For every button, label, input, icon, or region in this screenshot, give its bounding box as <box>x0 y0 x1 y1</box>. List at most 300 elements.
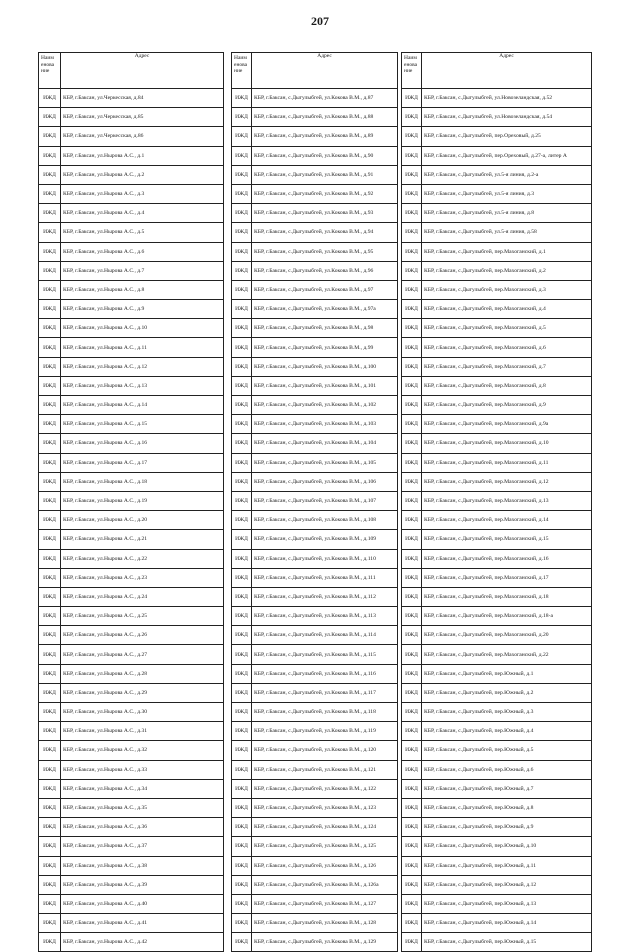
address-cell: КБР, г.Баксан, с.Дыгулыбгей, ул.Кокова В.М., д.108 <box>252 511 398 530</box>
address-cell: КБР, г.Баксан, с.Дыгулыбгей, пер.Махоганский, д.9а <box>422 415 592 434</box>
address-cell: КБР, г.Баксан, с.Дыгулыбгей, пер.Южный, д.7 <box>422 779 592 798</box>
building-type-cell: ИЖД <box>39 472 61 491</box>
address-cell: КБР, г.Баксан, с.Дыгулыбгей, ул.Кокова В.М., д.125 <box>252 837 398 856</box>
table-row <box>402 587 592 606</box>
building-type-cell: ИЖД <box>232 242 252 261</box>
building-type-cell: ИЖД <box>232 722 252 741</box>
table-row <box>39 146 224 165</box>
address-cell: КБР, г.Баксан, с.Дыгулыбгей, пер.Махоганский, д.7 <box>422 357 592 376</box>
table-row <box>232 626 398 645</box>
building-type-cell: ИЖД <box>39 242 61 261</box>
building-type-cell: ИЖД <box>402 779 422 798</box>
address-cell: КБР, г.Баксан, ул.Нырова А.С., д.21 <box>61 530 224 549</box>
building-type-cell: ИЖД <box>232 300 252 319</box>
address-cell: КБР, г.Баксан, с.Дыгулыбгей, ул.Кокова В.М., д.97 <box>252 280 398 299</box>
address-cell: КБР, г.Баксан, ул.Нырова А.С., д.25 <box>61 607 224 626</box>
building-type-cell: ИЖД <box>402 933 422 952</box>
building-type-cell: ИЖД <box>232 184 252 203</box>
address-cell: КБР, г.Баксан, ул.Нырова А.С., д.2 <box>61 165 224 184</box>
table-row <box>39 127 224 146</box>
building-type-cell: ИЖД <box>232 549 252 568</box>
address-cell: КБР, г.Баксан, с.Дыгулыбгей, пер.Южный, д.9 <box>422 818 592 837</box>
address-cell: КБР, г.Баксан, ул.Нырова А.С., д.26 <box>61 626 224 645</box>
table-row <box>232 779 398 798</box>
address-cell: КБР, г.Баксан, ул.Нырова А.С., д.11 <box>61 338 224 357</box>
table-row <box>39 396 224 415</box>
table-row <box>402 146 592 165</box>
address-cell: КБР, г.Баксан, с.Дыгулыбгей, ул.Кокова В.М., д.127 <box>252 894 398 913</box>
address-cell: КБР, г.Баксан, с.Дыгулыбгей, пер.Махоганский, д.9 <box>422 396 592 415</box>
address-cell: КБР, г.Баксан, с.Дыгулыбгей, ул.5-я линия, д.3 <box>422 184 592 203</box>
table-row <box>402 760 592 779</box>
table-row <box>402 607 592 626</box>
table-row <box>402 645 592 664</box>
address-cell: КБР, г.Баксан, с.Дыгулыбгей, пер.Южный, д.8 <box>422 798 592 817</box>
building-type-cell: ИЖД <box>232 683 252 702</box>
table-row <box>232 261 398 280</box>
table-row <box>402 683 592 702</box>
address-cell: КБР, г.Баксан, с.Дыгулыбгей, пер.Южный, д.6 <box>422 760 592 779</box>
address-cell: КБР, г.Баксан, с.Дыгулыбгей, пер.Махоганский, д.18-а <box>422 607 592 626</box>
table-row <box>39 280 224 299</box>
address-cell: КБР, г.Баксан, с.Дыгулыбгей, пер.Махоганский, д.10 <box>422 434 592 453</box>
address-cell: КБР, г.Баксан, с.Дыгулыбгей, пер.Махоганский, д.5 <box>422 319 592 338</box>
building-type-cell: ИЖД <box>39 415 61 434</box>
address-cell: КБР, г.Баксан, с.Дыгулыбгей, пер.Махоганский, д.6 <box>422 338 592 357</box>
address-cell: КБР, г.Баксан, ул.Нырова А.С., д.31 <box>61 722 224 741</box>
building-type-cell: ИЖД <box>39 818 61 837</box>
table-row <box>232 703 398 722</box>
address-cell: КБР, г.Баксан, ул.Нырова А.С., д.5 <box>61 223 224 242</box>
table-row <box>39 741 224 760</box>
building-type-cell: ИЖД <box>232 338 252 357</box>
building-type-cell: ИЖД <box>402 914 422 933</box>
address-cell: КБР, г.Баксан, ул.Нырова А.С., д.36 <box>61 818 224 837</box>
table-row <box>39 453 224 472</box>
building-type-cell: ИЖД <box>232 856 252 875</box>
table-row <box>232 300 398 319</box>
building-type-cell: ИЖД <box>402 549 422 568</box>
address-cell: КБР, г.Баксан, ул.Нырова А.С., д.6 <box>61 242 224 261</box>
table-row <box>232 607 398 626</box>
table-row <box>232 683 398 702</box>
address-cell: КБР, г.Баксан, с.Дыгулыбгей, ул.Кокова В.М., д.123 <box>252 798 398 817</box>
table-row <box>39 914 224 933</box>
building-type-cell: ИЖД <box>402 530 422 549</box>
table-row <box>232 434 398 453</box>
address-cell: КБР, г.Баксан, ул.Нырова А.С., д.20 <box>61 511 224 530</box>
address-cell: КБР, г.Баксан, ул.Нырова А.С., д.37 <box>61 837 224 856</box>
address-cell: КБР, г.Баксан, с.Дыгулыбгей, ул.Кокова В.М., д.120 <box>252 741 398 760</box>
address-cell: КБР, г.Баксан, с.Дыгулыбгей, пер.Южный, д.2 <box>422 683 592 702</box>
address-cell: КБР, г.Баксан, ул.Нырова А.С., д.18 <box>61 472 224 491</box>
table-row <box>39 683 224 702</box>
building-type-cell: ИЖД <box>39 300 61 319</box>
table-row <box>39 415 224 434</box>
table-row <box>39 856 224 875</box>
table-row <box>39 894 224 913</box>
table-row <box>39 357 224 376</box>
table-row <box>232 587 398 606</box>
address-cell: КБР, г.Баксан, с.Дыгулыбгей, пер.Махоганский, д.1 <box>422 242 592 261</box>
table-row <box>39 760 224 779</box>
table-row <box>39 875 224 894</box>
building-type-cell: ИЖД <box>39 894 61 913</box>
table-row <box>232 357 398 376</box>
address-cell: КБР, г.Баксан, с.Дыгулыбгей, ул.Кокова В.М., д.122 <box>252 779 398 798</box>
building-type-cell: ИЖД <box>39 741 61 760</box>
table-row <box>402 779 592 798</box>
address-cell: КБР, г.Баксан, ул.Нырова А.С., д.35 <box>61 798 224 817</box>
address-cell: КБР, г.Баксан, с.Дыгулыбгей, пер.Ореховый, д.25 <box>422 127 592 146</box>
building-type-cell: ИЖД <box>402 664 422 683</box>
address-cell: КБР, г.Баксан, с.Дыгулыбгей, пер.Южный, д.13 <box>422 894 592 913</box>
table-row <box>402 261 592 280</box>
building-type-cell: ИЖД <box>402 798 422 817</box>
address-cell: КБР, г.Баксан, с.Дыгулыбгей, ул.Кокова В.М., д.117 <box>252 683 398 702</box>
building-type-cell: ИЖД <box>232 357 252 376</box>
building-type-cell: ИЖД <box>232 894 252 913</box>
building-type-cell: ИЖД <box>39 933 61 952</box>
address-cell: КБР, г.Баксан, ул.Нырова А.С., д.28 <box>61 664 224 683</box>
table-row <box>39 242 224 261</box>
table-row <box>232 760 398 779</box>
building-type-cell: ИЖД <box>232 127 252 146</box>
address-cell: КБР, г.Баксан, ул.Черкесская, д.86 <box>61 127 224 146</box>
building-type-cell: ИЖД <box>232 914 252 933</box>
table-row <box>232 165 398 184</box>
table-row <box>232 280 398 299</box>
address-cell: КБР, г.Баксан, с.Дыгулыбгей, ул.Кокова В.М., д.116 <box>252 664 398 683</box>
type-column-header: Наим енова ние <box>232 53 252 89</box>
table-row <box>39 530 224 549</box>
building-type-cell: ИЖД <box>402 472 422 491</box>
table-row <box>232 894 398 913</box>
building-type-cell: ИЖД <box>402 261 422 280</box>
address-cell: КБР, г.Баксан, ул.Нырова А.С., д.29 <box>61 683 224 702</box>
building-type-cell: ИЖД <box>39 453 61 472</box>
table-row <box>402 837 592 856</box>
table-row <box>39 491 224 510</box>
building-type-cell: ИЖД <box>39 722 61 741</box>
building-type-cell: ИЖД <box>39 223 61 242</box>
address-cell: КБР, г.Баксан, с.Дыгулыбгей, ул.Кокова В.М., д.126а <box>252 875 398 894</box>
building-type-cell: ИЖД <box>39 491 61 510</box>
table-header-row <box>402 53 592 89</box>
table-header-row <box>39 53 224 89</box>
address-cell: КБР, г.Баксан, с.Дыгулыбгей, ул.Кокова В.М., д.102 <box>252 396 398 415</box>
address-table-left <box>38 52 224 952</box>
table-row <box>402 818 592 837</box>
building-type-cell: ИЖД <box>402 607 422 626</box>
building-type-cell: ИЖД <box>232 703 252 722</box>
address-cell: КБР, г.Баксан, с.Дыгулыбгей, пер.Южный, д.3 <box>422 703 592 722</box>
table-row <box>39 837 224 856</box>
address-cell: КБР, г.Баксан, с.Дыгулыбгей, пер.Южный, д.1 <box>422 664 592 683</box>
table-row <box>232 319 398 338</box>
table-row <box>402 472 592 491</box>
table-row <box>232 645 398 664</box>
address-column-header: Адрес <box>61 53 224 89</box>
type-column-header: Наим енова ние <box>39 53 61 89</box>
address-cell: КБР, г.Баксан, ул.Нырова А.С., д.4 <box>61 204 224 223</box>
table-row <box>402 664 592 683</box>
building-type-cell: ИЖД <box>402 760 422 779</box>
address-cell: КБР, г.Баксан, с.Дыгулыбгей, ул.Кокова В.М., д.114 <box>252 626 398 645</box>
address-cell: КБР, г.Баксан, с.Дыгулыбгей, пер.Махоганский, д.16 <box>422 549 592 568</box>
address-column-header: Адрес <box>422 53 592 89</box>
building-type-cell: ИЖД <box>402 165 422 184</box>
address-cell: КБР, г.Баксан, с.Дыгулыбгей, ул.Кокова В.М., д.96 <box>252 261 398 280</box>
table-row <box>232 933 398 952</box>
address-cell: КБР, г.Баксан, с.Дыгулыбгей, ул.Кокова В.М., д.110 <box>252 549 398 568</box>
table-row <box>39 664 224 683</box>
table-row <box>402 319 592 338</box>
address-cell: КБР, г.Баксан, ул.Нырова А.С., д.24 <box>61 587 224 606</box>
address-cell: КБР, г.Баксан, ул.Нырова А.С., д.8 <box>61 280 224 299</box>
table-row <box>402 108 592 127</box>
table-row <box>39 549 224 568</box>
address-cell: КБР, г.Баксан, ул.Нырова А.С., д.12 <box>61 357 224 376</box>
table-row <box>39 722 224 741</box>
table-row <box>402 741 592 760</box>
address-cell: КБР, г.Баксан, с.Дыгулыбгей, ул.Кокова В.М., д.103 <box>252 415 398 434</box>
building-type-cell: ИЖД <box>402 587 422 606</box>
table-row <box>232 511 398 530</box>
building-type-cell: ИЖД <box>402 357 422 376</box>
building-type-cell: ИЖД <box>232 415 252 434</box>
address-cell: КБР, г.Баксан, с.Дыгулыбгей, пер.Махоганский, д.18 <box>422 587 592 606</box>
table-row <box>232 396 398 415</box>
address-cell: КБР, г.Баксан, ул.Нырова А.С., д.23 <box>61 568 224 587</box>
building-type-cell: ИЖД <box>39 530 61 549</box>
address-cell: КБР, г.Баксан, с.Дыгулыбгей, ул.5-я линия, д.58 <box>422 223 592 242</box>
building-type-cell: ИЖД <box>402 568 422 587</box>
building-type-cell: ИЖД <box>232 933 252 952</box>
address-cell: КБР, г.Баксан, с.Дыгулыбгей, ул.Новозеландская, д.52 <box>422 89 592 108</box>
building-type-cell: ИЖД <box>402 683 422 702</box>
building-type-cell: ИЖД <box>402 415 422 434</box>
building-type-cell: ИЖД <box>39 511 61 530</box>
address-cell: КБР, г.Баксан, с.Дыгулыбгей, ул.Кокова В.М., д.95 <box>252 242 398 261</box>
address-cell: КБР, г.Баксан, с.Дыгулыбгей, ул.Кокова В.М., д.93 <box>252 204 398 223</box>
address-cell: КБР, г.Баксан, ул.Нырова А.С., д.34 <box>61 779 224 798</box>
address-cell: КБР, г.Баксан, с.Дыгулыбгей, ул.Кокова В.М., д.101 <box>252 376 398 395</box>
building-type-cell: ИЖД <box>39 357 61 376</box>
building-type-cell: ИЖД <box>39 626 61 645</box>
building-type-cell: ИЖД <box>232 664 252 683</box>
table-row <box>402 415 592 434</box>
building-type-cell: ИЖД <box>39 607 61 626</box>
building-type-cell: ИЖД <box>402 875 422 894</box>
address-cell: КБР, г.Баксан, с.Дыгулыбгей, пер.Махоганский, д.2 <box>422 261 592 280</box>
address-column-header: Адрес <box>252 53 398 89</box>
building-type-cell: ИЖД <box>232 108 252 127</box>
table-row <box>232 89 398 108</box>
building-type-cell: ИЖД <box>39 664 61 683</box>
address-cell: КБР, г.Баксан, ул.Нырова А.С., д.30 <box>61 703 224 722</box>
building-type-cell: ИЖД <box>402 645 422 664</box>
table-row <box>39 818 224 837</box>
building-type-cell: ИЖД <box>232 818 252 837</box>
address-cell: КБР, г.Баксан, с.Дыгулыбгей, ул.Кокова В.М., д.111 <box>252 568 398 587</box>
address-cell: КБР, г.Баксан, с.Дыгулыбгей, пер.Южный, д.4 <box>422 722 592 741</box>
address-cell: КБР, г.Баксан, ул.Нырова А.С., д.17 <box>61 453 224 472</box>
address-table-right <box>401 52 592 952</box>
building-type-cell: ИЖД <box>232 319 252 338</box>
table-row <box>402 798 592 817</box>
building-type-cell: ИЖД <box>39 837 61 856</box>
address-table-middle <box>231 52 398 952</box>
table-row <box>232 453 398 472</box>
building-type-cell: ИЖД <box>39 376 61 395</box>
building-type-cell: ИЖД <box>402 491 422 510</box>
table-row <box>402 894 592 913</box>
table-row <box>402 127 592 146</box>
address-cell: КБР, г.Баксан, ул.Нырова А.С., д.42 <box>61 933 224 952</box>
building-type-cell: ИЖД <box>402 338 422 357</box>
building-type-cell: ИЖД <box>402 396 422 415</box>
building-type-cell: ИЖД <box>402 703 422 722</box>
table-row <box>232 491 398 510</box>
address-cell: КБР, г.Баксан, с.Дыгулыбгей, ул.Кокова В.М., д.90 <box>252 146 398 165</box>
table-row <box>402 875 592 894</box>
building-type-cell: ИЖД <box>39 645 61 664</box>
table-row <box>232 549 398 568</box>
address-cell: КБР, г.Баксан, с.Дыгулыбгей, пер.Южный, д.12 <box>422 875 592 894</box>
building-type-cell: ИЖД <box>232 779 252 798</box>
table-row <box>402 933 592 952</box>
building-type-cell: ИЖД <box>232 261 252 280</box>
table-row <box>402 357 592 376</box>
table-row <box>232 741 398 760</box>
building-type-cell: ИЖД <box>39 587 61 606</box>
address-cell: КБР, г.Баксан, с.Дыгулыбгей, ул.Кокова В.М., д.97а <box>252 300 398 319</box>
building-type-cell: ИЖД <box>232 146 252 165</box>
table-row <box>232 184 398 203</box>
address-cell: КБР, г.Баксан, с.Дыгулыбгей, ул.Кокова В.М., д.112 <box>252 587 398 606</box>
address-cell: КБР, г.Баксан, с.Дыгулыбгей, ул.5-я линия, д.8 <box>422 204 592 223</box>
table-row <box>232 818 398 837</box>
building-type-cell: ИЖД <box>39 165 61 184</box>
table-row <box>39 626 224 645</box>
building-type-cell: ИЖД <box>232 472 252 491</box>
building-type-cell: ИЖД <box>402 204 422 223</box>
address-cell: КБР, г.Баксан, с.Дыгулыбгей, пер.Махоганский, д.17 <box>422 568 592 587</box>
building-type-cell: ИЖД <box>232 645 252 664</box>
table-row <box>232 338 398 357</box>
building-type-cell: ИЖД <box>402 280 422 299</box>
table-row <box>39 223 224 242</box>
table-row <box>232 856 398 875</box>
address-cell: КБР, г.Баксан, ул.Нырова А.С., д.19 <box>61 491 224 510</box>
table-row <box>402 434 592 453</box>
building-type-cell: ИЖД <box>232 280 252 299</box>
building-type-cell: ИЖД <box>232 760 252 779</box>
building-type-cell: ИЖД <box>402 741 422 760</box>
address-cell: КБР, г.Баксан, с.Дыгулыбгей, пер.Махоганский, д.12 <box>422 472 592 491</box>
building-type-cell: ИЖД <box>402 223 422 242</box>
address-cell: КБР, г.Баксан, с.Дыгулыбгей, ул.Кокова В.М., д.94 <box>252 223 398 242</box>
address-cell: КБР, г.Баксан, с.Дыгулыбгей, пер.Махоганский, д.22 <box>422 645 592 664</box>
table-row <box>39 798 224 817</box>
address-cell: КБР, г.Баксан, с.Дыгулыбгей, ул.Кокова В.М., д.118 <box>252 703 398 722</box>
address-cell: КБР, г.Баксан, с.Дыгулыбгей, ул.Кокова В.М., д.115 <box>252 645 398 664</box>
table-row <box>232 837 398 856</box>
table-row <box>39 568 224 587</box>
building-type-cell: ИЖД <box>39 204 61 223</box>
table-row <box>402 280 592 299</box>
address-cell: КБР, г.Баксан, с.Дыгулыбгей, пер.Ореховый, д.27-а, литер А <box>422 146 592 165</box>
table-row <box>39 779 224 798</box>
table-header-row <box>232 53 398 89</box>
building-type-cell: ИЖД <box>39 146 61 165</box>
table-row <box>39 472 224 491</box>
table-row <box>402 165 592 184</box>
address-cell: КБР, г.Баксан, ул.Нырова А.С., д.7 <box>61 261 224 280</box>
table-row <box>39 645 224 664</box>
table-row <box>232 472 398 491</box>
building-type-cell: ИЖД <box>39 568 61 587</box>
address-cell: КБР, г.Баксан, ул.Нырова А.С., д.3 <box>61 184 224 203</box>
building-type-cell: ИЖД <box>232 204 252 223</box>
type-column-header: Наим енова ние <box>402 53 422 89</box>
building-type-cell: ИЖД <box>232 511 252 530</box>
address-cell: КБР, г.Баксан, с.Дыгулыбгей, ул.Кокова В.М., д.121 <box>252 760 398 779</box>
building-type-cell: ИЖД <box>39 434 61 453</box>
building-type-cell: ИЖД <box>232 837 252 856</box>
building-type-cell: ИЖД <box>232 453 252 472</box>
address-cell: КБР, г.Баксан, с.Дыгулыбгей, ул.Новозеландская, д.54 <box>422 108 592 127</box>
building-type-cell: ИЖД <box>232 376 252 395</box>
address-cell: КБР, г.Баксан, с.Дыгулыбгей, ул.Кокова В.М., д.91 <box>252 165 398 184</box>
table-row <box>232 798 398 817</box>
address-cell: КБР, г.Баксан, с.Дыгулыбгей, ул.Кокова В.М., д.98 <box>252 319 398 338</box>
address-cell: КБР, г.Баксан, с.Дыгулыбгей, пер.Южный, д.11 <box>422 856 592 875</box>
building-type-cell: ИЖД <box>39 703 61 722</box>
building-type-cell: ИЖД <box>232 165 252 184</box>
table-row <box>402 568 592 587</box>
building-type-cell: ИЖД <box>232 875 252 894</box>
building-type-cell: ИЖД <box>232 587 252 606</box>
building-type-cell: ИЖД <box>402 856 422 875</box>
table-row <box>232 204 398 223</box>
address-cell: КБР, г.Баксан, ул.Нырова А.С., д.32 <box>61 741 224 760</box>
address-cell: КБР, г.Баксан, с.Дыгулыбгей, ул.Кокова В.М., д.126 <box>252 856 398 875</box>
table-row <box>39 300 224 319</box>
building-type-cell: ИЖД <box>402 453 422 472</box>
building-type-cell: ИЖД <box>232 89 252 108</box>
building-type-cell: ИЖД <box>232 741 252 760</box>
address-cell: КБР, г.Баксан, с.Дыгулыбгей, ул.Кокова В.М., д.92 <box>252 184 398 203</box>
address-cell: КБР, г.Баксан, с.Дыгулыбгей, ул.Кокова В.М., д.100 <box>252 357 398 376</box>
building-type-cell: ИЖД <box>39 127 61 146</box>
table-row <box>39 261 224 280</box>
address-cell: КБР, г.Баксан, с.Дыгулыбгей, ул.5-я линия, д.2-а <box>422 165 592 184</box>
table-row <box>39 703 224 722</box>
table-row <box>402 89 592 108</box>
table-row <box>232 127 398 146</box>
address-cell: КБР, г.Баксан, ул.Нырова А.С., д.14 <box>61 396 224 415</box>
address-cell: КБР, г.Баксан, с.Дыгулыбгей, пер.Махоганский, д.3 <box>422 280 592 299</box>
address-cell: КБР, г.Баксан, с.Дыгулыбгей, пер.Южный, д.15 <box>422 933 592 952</box>
address-cell: КБР, г.Баксан, ул.Нырова А.С., д.33 <box>61 760 224 779</box>
address-cell: КБР, г.Баксан, ул.Нырова А.С., д.13 <box>61 376 224 395</box>
table-row <box>402 722 592 741</box>
building-type-cell: ИЖД <box>402 127 422 146</box>
table-row <box>402 549 592 568</box>
table-row <box>402 242 592 261</box>
